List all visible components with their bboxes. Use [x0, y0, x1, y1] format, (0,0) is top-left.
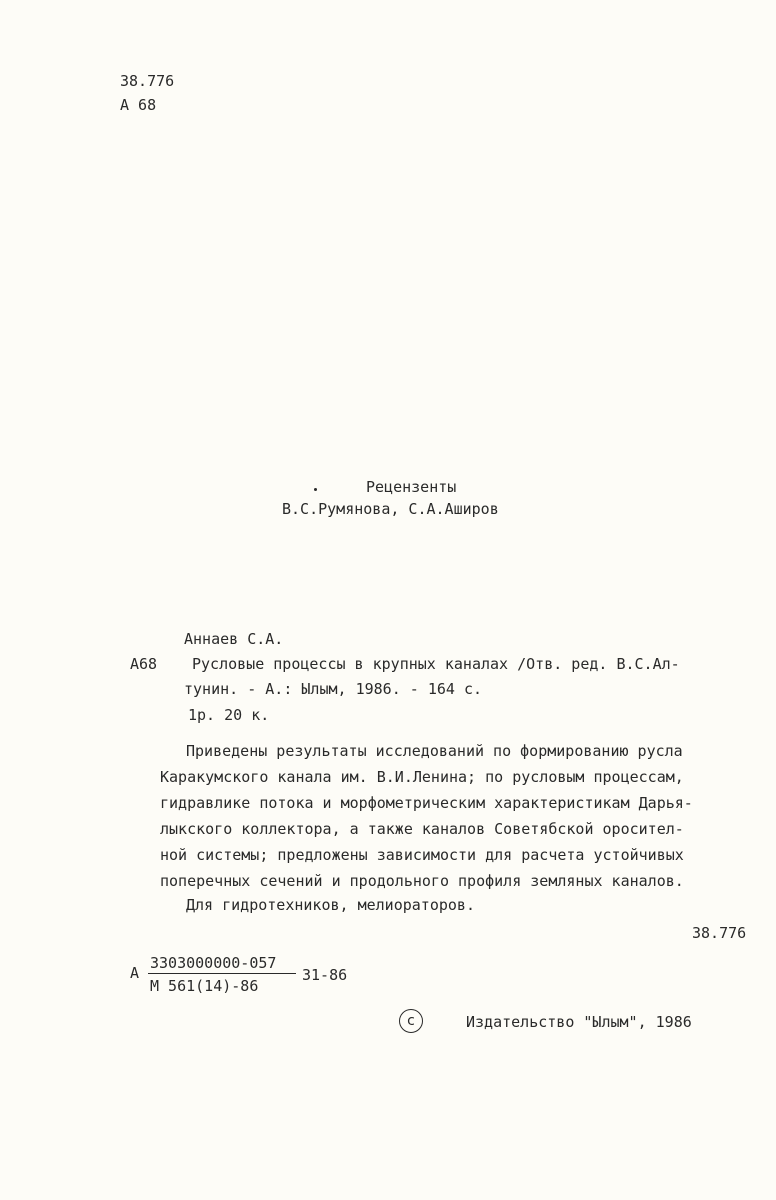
- author-mark: А 68: [120, 96, 157, 114]
- abstract-line: Приведены результаты исследований по формированию русла: [186, 742, 683, 760]
- abstract-line: поперечных сечений и продольного профиля земляных каналов.: [160, 872, 684, 890]
- reviewers-heading: Рецензенты: [366, 478, 457, 496]
- fraction-line: [148, 973, 296, 974]
- classification-code: 38.776: [120, 72, 175, 90]
- abstract-line: гидравлике потока и морфометрическим характеристикам Дарья-: [160, 794, 693, 812]
- catalog-price: 1р. 20 к.: [188, 706, 270, 724]
- audience-line: Для гидротехников, мелиораторов.: [186, 896, 475, 914]
- abstract-line: Каракумского канала им. В.И.Ленина; по русловым процессам,: [160, 768, 684, 786]
- catalog-title-line-2: тунин. - А.: Ылым, 1986. - 164 с.: [184, 680, 483, 698]
- index-prefix: А: [130, 964, 140, 982]
- index-suffix: 31-86: [302, 966, 348, 984]
- catalog-author: Аннаев С.А.: [184, 630, 284, 648]
- abstract-line: ной системы; предложены зависимости для расчета устойчивых: [160, 846, 684, 864]
- index-denominator: М 561(14)-86: [150, 977, 259, 995]
- bullet-dot: [314, 488, 317, 491]
- index-numerator: 3303000000-057: [150, 954, 277, 972]
- classification-bottom: 38.776: [692, 924, 747, 942]
- catalog-title-line-1: Русловые процессы в крупных каналах /Отв. ред. В.С.Ал-: [192, 655, 680, 673]
- catalog-mark: А68: [130, 655, 158, 673]
- reviewers-names: В.С.Румянова, С.А.Аширов: [282, 500, 499, 518]
- copyright-icon: с: [399, 1009, 423, 1033]
- publisher-line: Издательство "Ылым", 1986: [466, 1013, 692, 1031]
- abstract-line: лыкского коллектора, а также каналов Советябской оросител-: [160, 820, 684, 838]
